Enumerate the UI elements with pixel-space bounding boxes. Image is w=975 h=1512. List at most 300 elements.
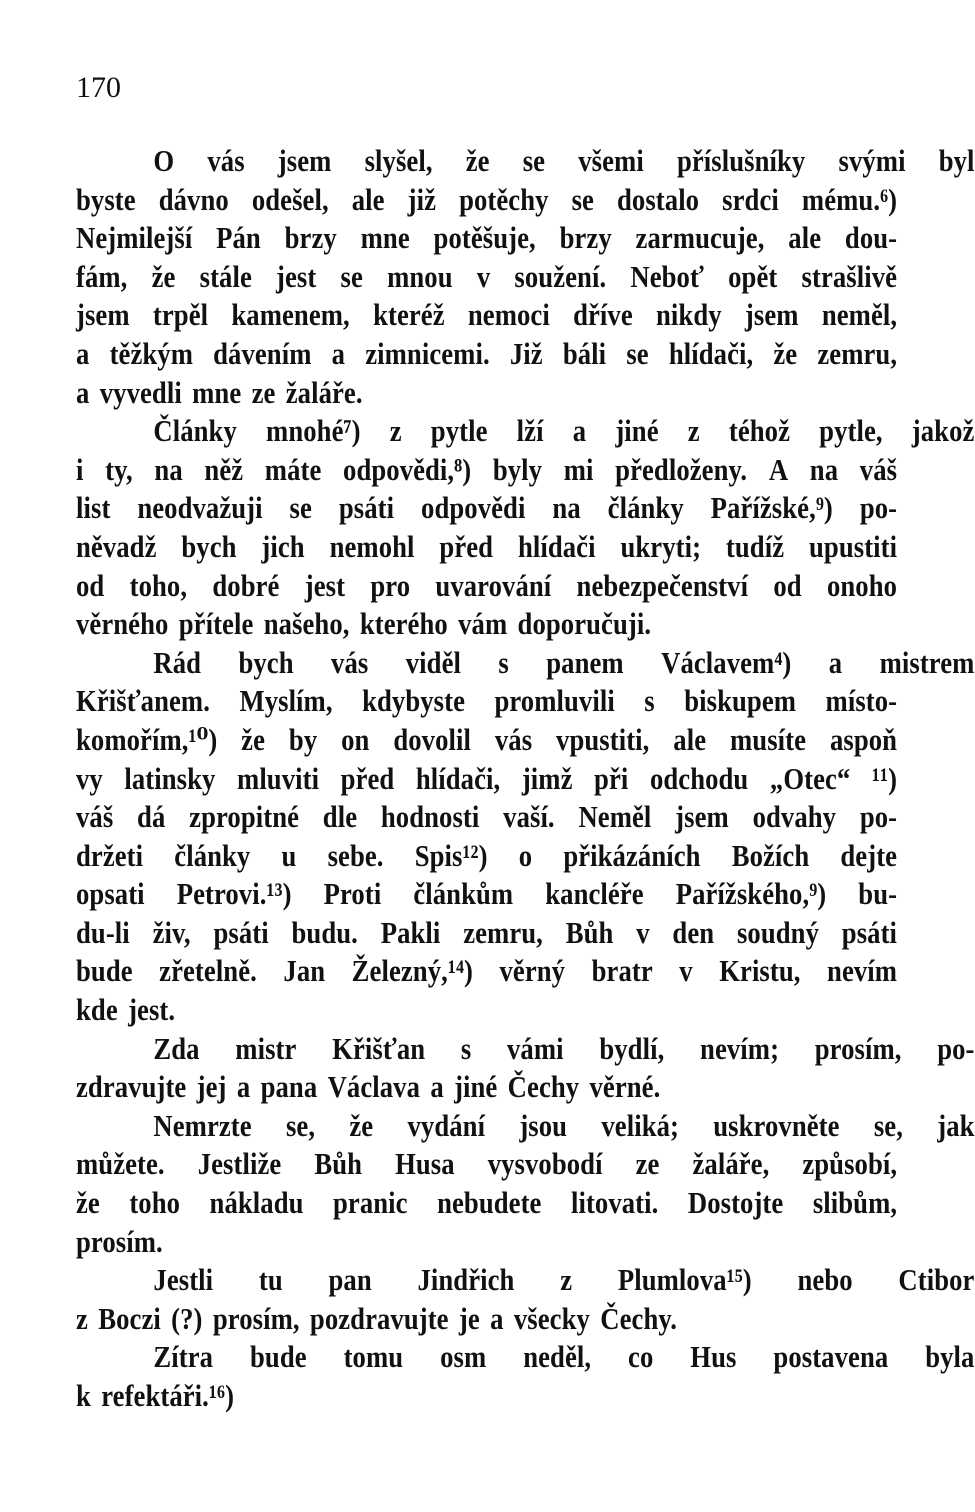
- word: vyvedli: [99, 374, 182, 410]
- word: zemru,: [817, 335, 898, 371]
- word: O: [153, 143, 175, 178]
- word: mne: [360, 220, 410, 256]
- text-line: [76, 219, 897, 258]
- text-line: [76, 374, 897, 413]
- word: nemohl: [329, 528, 415, 564]
- word: mne: [192, 374, 242, 410]
- text-line: [76, 1184, 897, 1223]
- word: by: [288, 721, 318, 757]
- text-line: [76, 1377, 897, 1416]
- word: s: [644, 683, 655, 719]
- text-line: [76, 1068, 897, 1107]
- word: jak: [937, 1107, 975, 1143]
- word: věrný: [499, 953, 566, 989]
- text-line: [76, 258, 897, 297]
- word: při: [594, 760, 629, 796]
- text-line: [76, 1145, 897, 1184]
- word: již: [407, 181, 437, 217]
- word: Zítra: [153, 1339, 214, 1375]
- word: žaláře,: [692, 1146, 770, 1182]
- word: Václavem⁴): [661, 644, 792, 680]
- word: na: [809, 451, 839, 487]
- word: odchodu: [649, 760, 749, 796]
- word: biskupem: [684, 683, 797, 719]
- word: svými: [838, 143, 906, 178]
- word: nevím;: [700, 1030, 780, 1066]
- word: nebezpečenství: [576, 567, 749, 603]
- word: Pařížského,⁹): [675, 876, 827, 912]
- word: jsou: [519, 1107, 568, 1143]
- word: Plumlova¹⁵): [617, 1262, 752, 1298]
- word: zemru,: [463, 914, 543, 950]
- word: mluviti: [237, 760, 320, 796]
- word: a: [236, 1069, 251, 1105]
- word: hlídači: [517, 528, 596, 564]
- word: jest.: [128, 992, 176, 1028]
- word: nemoci: [467, 297, 550, 333]
- text-line: [76, 451, 897, 490]
- word: zimnicemi.: [365, 335, 490, 371]
- text-line: [76, 991, 897, 1030]
- word: mistrem: [879, 644, 975, 680]
- word: z: [76, 1300, 88, 1336]
- word: bych: [238, 644, 294, 680]
- word: váš: [859, 451, 898, 487]
- word: on: [341, 721, 370, 757]
- word: pytle,: [819, 413, 883, 449]
- word: našeho,: [263, 606, 350, 642]
- word: že: [241, 721, 266, 757]
- word: se: [340, 258, 363, 294]
- word: dovolil: [393, 721, 471, 757]
- word: vás: [331, 644, 369, 680]
- word: hlídači,: [415, 760, 501, 796]
- word: zdravujte: [76, 1069, 187, 1105]
- word: toho: [129, 1185, 181, 1221]
- word: jsem: [744, 297, 799, 333]
- word: v: [636, 914, 650, 950]
- word: promluvili: [494, 683, 615, 719]
- text-line: [76, 412, 975, 451]
- word: pozdravujte: [309, 1300, 449, 1336]
- word: a: [430, 1069, 444, 1105]
- word: aspoň: [829, 721, 898, 757]
- word: těžkým: [109, 335, 194, 371]
- word: Nejmilejší: [76, 220, 193, 256]
- word: hodnosti: [380, 799, 480, 835]
- text-line: [76, 798, 897, 837]
- word: věrné.: [589, 1069, 661, 1105]
- word: a: [331, 335, 346, 371]
- word: ze: [635, 1146, 660, 1182]
- word: všecky: [513, 1300, 590, 1336]
- word: s: [498, 644, 509, 680]
- word: jest: [276, 258, 317, 294]
- word: Ctibor: [898, 1262, 975, 1298]
- word: odešel,: [251, 181, 329, 217]
- word: uvarování: [435, 567, 552, 603]
- word: ale: [673, 721, 707, 757]
- word: trpěl: [152, 297, 209, 333]
- word: živ,: [152, 914, 191, 950]
- body-text: [76, 142, 975, 1416]
- word: Pařížské,⁹): [710, 490, 833, 526]
- word: list: [76, 490, 111, 526]
- word: před: [439, 528, 494, 564]
- word: žaláře.: [285, 374, 363, 410]
- word: bude: [76, 953, 133, 989]
- text-line: [76, 489, 897, 528]
- text-line: [76, 1030, 975, 1069]
- word: prosím,: [212, 1300, 300, 1336]
- text-line: [76, 528, 897, 567]
- word: byl: [938, 143, 975, 178]
- word: brzy: [284, 220, 337, 256]
- word: od: [76, 567, 105, 603]
- text-line: [76, 875, 897, 914]
- word: Bůh: [314, 1146, 363, 1182]
- word: latinsky: [124, 760, 216, 796]
- word: veliká;: [601, 1107, 679, 1143]
- word: byla: [925, 1339, 975, 1375]
- word: vám: [458, 606, 508, 642]
- word: refektáři.¹⁶): [101, 1378, 235, 1413]
- word: a: [76, 335, 90, 371]
- word: vás: [207, 143, 245, 178]
- word: bu-: [858, 876, 898, 912]
- word: den: [672, 914, 715, 950]
- word: budu.: [291, 914, 358, 950]
- word: ty,: [105, 451, 133, 487]
- word: Proti: [323, 876, 382, 912]
- word: Čechy: [507, 1069, 580, 1105]
- word: prosím,: [814, 1030, 902, 1066]
- word: a: [572, 413, 587, 449]
- word: panem: [546, 644, 624, 680]
- text-line: [76, 335, 897, 374]
- word: vámi: [507, 1030, 564, 1066]
- word: dou-: [844, 220, 898, 256]
- word: jest: [304, 567, 346, 603]
- word: kdybyste: [362, 683, 465, 719]
- word: tudíž: [725, 528, 785, 564]
- word: jich: [261, 528, 305, 564]
- text-line: [76, 914, 897, 953]
- text-line: [76, 760, 897, 799]
- word: byste: [76, 181, 136, 217]
- word: vy: [76, 760, 103, 796]
- word: tu: [258, 1262, 283, 1298]
- word: potěchy: [459, 181, 549, 217]
- word: se: [522, 143, 546, 178]
- word: váš: [76, 799, 114, 835]
- word: se,: [873, 1107, 903, 1143]
- word: k: [76, 1378, 91, 1413]
- text-line: [76, 567, 897, 606]
- word: mnohé⁷): [266, 413, 361, 449]
- word: kancléře: [545, 876, 644, 912]
- word: dříve: [573, 297, 633, 333]
- text-line: [76, 1223, 897, 1262]
- word: zarmucuje,: [635, 220, 765, 256]
- word: že: [773, 335, 798, 371]
- word: mi: [563, 451, 594, 487]
- word: stále: [199, 258, 252, 294]
- word: nákladu: [209, 1185, 304, 1221]
- word: opět: [728, 258, 778, 294]
- word: ale: [351, 181, 385, 217]
- word: články: [607, 490, 684, 526]
- word: bydlí,: [599, 1030, 665, 1066]
- word: upustiti: [809, 528, 898, 564]
- word: Husa: [395, 1146, 455, 1182]
- word: prosím.: [76, 1223, 163, 1259]
- word: co: [628, 1339, 654, 1375]
- word: bratr: [591, 953, 653, 989]
- word: musíte: [730, 721, 807, 757]
- word: po-: [859, 490, 898, 526]
- word: předloženy.: [615, 451, 748, 487]
- word: neodvažuji: [137, 490, 263, 526]
- word: a: [828, 644, 843, 680]
- word: nikdy: [656, 297, 722, 333]
- word: byly: [492, 451, 543, 487]
- word: Rád: [153, 644, 202, 680]
- word: potěšuje,: [433, 220, 536, 256]
- word: způsobí,: [802, 1146, 898, 1182]
- text-line: [76, 296, 897, 335]
- word: Božích: [731, 837, 810, 873]
- word: na: [552, 490, 581, 526]
- word: jsem: [675, 799, 729, 835]
- word: na: [154, 451, 183, 487]
- word: máte: [264, 451, 322, 487]
- word: fám,: [76, 258, 128, 294]
- word: články: [174, 837, 251, 873]
- word: Neměl: [578, 799, 652, 835]
- word: (?): [171, 1300, 203, 1336]
- word: slyšel,: [364, 143, 433, 178]
- word: u: [281, 837, 297, 873]
- word: bych: [181, 528, 237, 564]
- word: toho,: [129, 567, 188, 603]
- word: vaší.: [503, 799, 555, 835]
- text-line: [76, 605, 897, 644]
- word: dle: [322, 799, 358, 835]
- word: kterého: [359, 606, 448, 642]
- word: vás: [494, 721, 533, 757]
- word: v: [679, 953, 693, 989]
- word: jej: [196, 1069, 227, 1105]
- word: nebo: [797, 1262, 853, 1298]
- word: z: [560, 1262, 573, 1298]
- word: neděl,: [523, 1339, 592, 1375]
- word: ¹¹): [871, 760, 898, 796]
- word: Nemrzte: [153, 1107, 252, 1143]
- word: že: [465, 143, 490, 178]
- word: Neboť: [630, 258, 704, 294]
- word: z: [389, 413, 402, 449]
- word: nevím: [827, 953, 898, 989]
- text-line: [76, 142, 975, 181]
- word: vydání: [407, 1107, 486, 1143]
- word: se: [571, 181, 594, 217]
- word: se,: [285, 1107, 316, 1143]
- word: Boczi: [98, 1300, 161, 1336]
- word: dostalo: [617, 181, 700, 217]
- word: jakož: [911, 413, 975, 449]
- word: ze: [251, 374, 276, 410]
- word: pana: [260, 1069, 318, 1105]
- word: Železný,¹⁴): [351, 953, 473, 989]
- word: opsati: [76, 876, 145, 912]
- text-line: [76, 837, 897, 876]
- word: psáti: [841, 914, 898, 950]
- word: se: [626, 335, 649, 371]
- word: něvadž: [76, 528, 157, 564]
- word: po-: [859, 799, 898, 835]
- word: komořím,¹⁰): [76, 721, 218, 757]
- word: Jestliže: [197, 1146, 282, 1182]
- word: příslušníky: [676, 143, 806, 178]
- word: onoho: [826, 567, 898, 603]
- word: nebudete: [437, 1185, 542, 1221]
- text-line: [76, 1107, 975, 1146]
- word: že: [76, 1185, 100, 1221]
- word: Myslím,: [239, 683, 333, 719]
- word: Jan: [283, 953, 326, 989]
- word: srdci: [722, 181, 779, 217]
- word: místo-: [825, 683, 898, 719]
- text-line: [76, 952, 897, 991]
- word: jiné: [615, 413, 659, 449]
- word: lží: [516, 413, 544, 449]
- word: doporučuji.: [517, 606, 652, 642]
- word: jiné: [454, 1069, 498, 1105]
- word: můžete.: [76, 1146, 165, 1182]
- word: vysvobodí: [487, 1146, 603, 1182]
- word: mistr: [235, 1030, 297, 1066]
- text-line: [76, 644, 975, 683]
- word: s: [460, 1030, 472, 1066]
- word: článkům: [413, 876, 514, 912]
- word: Bůh: [565, 914, 614, 950]
- word: Pán: [216, 220, 261, 256]
- word: tomu: [343, 1339, 404, 1375]
- word: a: [490, 1300, 504, 1336]
- word: slibům,: [812, 1185, 898, 1221]
- word: Čechy.: [600, 1300, 678, 1336]
- text-line: [76, 721, 897, 760]
- word: litovati.: [570, 1185, 659, 1221]
- word: dávno: [158, 181, 229, 217]
- word: po-: [937, 1030, 975, 1066]
- word: strašlivě: [801, 258, 898, 294]
- word: Petrovi.¹³): [176, 876, 292, 912]
- word: „Otec“: [769, 760, 851, 796]
- word: držeti: [76, 837, 144, 873]
- word: odpovědi,⁸): [343, 451, 472, 487]
- word: zřetelně.: [159, 953, 257, 989]
- word: Jestli: [153, 1262, 214, 1298]
- word: jsem: [277, 143, 332, 178]
- word: přítele: [178, 606, 254, 642]
- word: pytle: [430, 413, 488, 449]
- word: přikázáních: [563, 837, 701, 873]
- word: a: [76, 374, 90, 410]
- word: Křišťan: [332, 1030, 426, 1066]
- word: Články: [153, 413, 237, 449]
- word: Hus: [690, 1339, 737, 1375]
- word: Jindřich: [417, 1262, 515, 1298]
- word: před: [340, 760, 395, 796]
- word: Václava: [327, 1069, 420, 1105]
- word: sebe.: [327, 837, 384, 873]
- word: ale: [788, 220, 822, 256]
- text-line: [76, 181, 897, 220]
- word: Dostojte: [687, 1185, 784, 1221]
- word: kteréž: [373, 297, 445, 333]
- word: bude: [249, 1339, 307, 1375]
- word: odvahy: [752, 799, 837, 835]
- text-line: [76, 1261, 975, 1300]
- word: věrného: [76, 606, 169, 642]
- word: pro: [370, 567, 411, 603]
- word: kamenem,: [231, 297, 350, 333]
- word: dejte: [840, 837, 898, 873]
- word: odpovědi: [421, 490, 526, 526]
- word: mnou: [387, 258, 453, 294]
- word: pranic: [333, 1185, 408, 1221]
- word: je: [458, 1300, 480, 1336]
- word: psáti: [338, 490, 395, 526]
- word: pan: [328, 1262, 372, 1298]
- word: vpustiti,: [556, 721, 650, 757]
- text-line: [76, 1300, 897, 1339]
- word: o: [518, 837, 533, 873]
- word: brzy: [559, 220, 612, 256]
- text-line: [76, 682, 897, 721]
- word: kde: [76, 992, 118, 1028]
- word: postavena: [773, 1339, 889, 1375]
- word: dávením: [213, 335, 312, 371]
- word: všemi: [578, 143, 644, 178]
- word: dá: [137, 799, 166, 835]
- word: téhož: [728, 413, 791, 449]
- word: viděl: [405, 644, 461, 680]
- word: v: [476, 258, 491, 294]
- word: Kristu,: [719, 953, 801, 989]
- word: od: [773, 567, 802, 603]
- word: dobré: [212, 567, 280, 603]
- word: neměl,: [821, 297, 898, 333]
- word: i: [76, 451, 84, 487]
- word: z: [687, 413, 700, 449]
- word: jimž: [521, 760, 573, 796]
- text-line: [76, 1338, 975, 1377]
- word: se: [289, 490, 312, 526]
- word: že: [151, 258, 176, 294]
- word: něž: [204, 451, 244, 487]
- word: uskrovněte: [713, 1107, 840, 1143]
- word: hlídači,: [668, 335, 754, 371]
- word: Křišťanem.: [76, 683, 210, 719]
- word: osm: [440, 1339, 487, 1375]
- word: mému.⁶): [801, 181, 898, 217]
- word: ukryti;: [620, 528, 702, 564]
- word: báli: [562, 335, 607, 371]
- word: A: [768, 451, 789, 487]
